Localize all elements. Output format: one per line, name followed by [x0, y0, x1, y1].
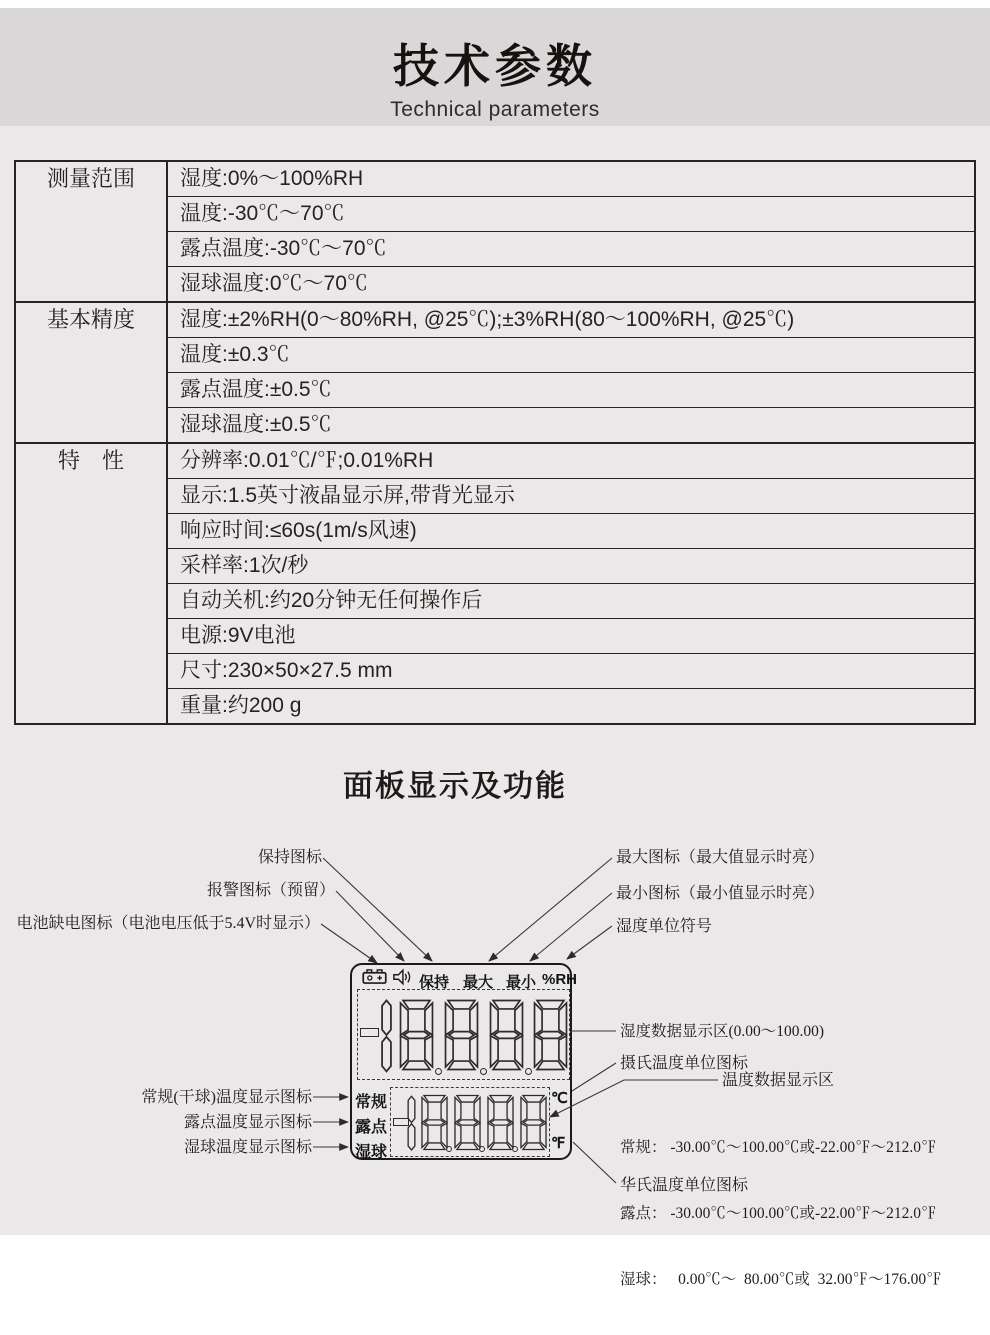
table-row	[15, 161, 975, 197]
spec-cell: 湿度:±2%RH(0～80%RH, @25℃);±3%RH(80～100%RH, @25℃)	[167, 302, 975, 338]
decimal-point	[446, 1146, 452, 1152]
callout-rh-unit: 湿度单位符号	[616, 918, 713, 935]
digit	[519, 1091, 548, 1154]
spec-cell: 湿球温度:0℃～70℃	[180, 272, 368, 295]
page-subtitle: Technical parameters	[390, 98, 600, 121]
table-row	[15, 443, 975, 479]
lcd-celsius-unit: ℃	[551, 1090, 568, 1107]
spec-cell: 温度:±0.3℃	[167, 338, 975, 373]
callout-alarm-icon: 报警图标（预留）	[206, 882, 335, 899]
table-row	[15, 302, 975, 338]
header-band	[0, 8, 990, 126]
lcd-hold-label: 保持	[419, 974, 450, 991]
callout-battery-icon: 电池缺电图标（电池电压低于5.4V时显示）	[16, 915, 320, 932]
page-title: 技术参数	[393, 40, 597, 92]
spec-cell: 自动关机:约20分钟无任何操作后	[167, 584, 975, 619]
top-white-strip	[0, 0, 990, 8]
temp-range-normal: 常规： -30.00℃～100.00℃或-22.00℉～212.0℉	[620, 1139, 937, 1156]
callout-hold-icon: 保持图标	[257, 849, 322, 866]
callout-wet-temp-icon: 湿球温度显示图标	[183, 1139, 312, 1156]
temp-range-list	[620, 1093, 942, 1335]
temp-range-wet: 湿球： 0.00℃～ 80.00℃或 32.00℉～176.00℉	[620, 1271, 942, 1288]
decimal-point	[479, 1146, 485, 1152]
lcd-fahrenheit-unit: ℉	[551, 1135, 566, 1152]
humidity-display-area	[357, 989, 570, 1080]
temp-range-dew: 露点： -30.00℃～100.00℃或-22.00℉～212.0℉	[620, 1205, 937, 1222]
spec-cell: 分辨率:0.01℃/℉;0.01%RH	[167, 443, 975, 479]
lcd-min-label: 最小	[506, 974, 537, 991]
callout-humidity-area: 湿度数据显示区(0.00～100.00)	[620, 1023, 825, 1040]
callout-max-icon: 最大图标（最大值显示时亮）	[616, 849, 825, 866]
decimal-point	[435, 1068, 442, 1075]
lcd-wet-label: 湿球	[355, 1144, 388, 1161]
lcd-normal-label: 常规	[355, 1094, 388, 1111]
section-label: 测量范围	[15, 161, 167, 302]
spec-cell: 响应时间:≤60s(1m/s风速)	[167, 514, 975, 549]
decimal-point	[525, 1068, 532, 1075]
digit	[486, 1091, 515, 1154]
callout-fahrenheit-unit: 华氏温度单位图标	[620, 1177, 749, 1194]
callout-min-icon: 最小图标（最小值显示时亮）	[616, 885, 825, 902]
lcd-panel	[350, 963, 578, 1161]
spec-cell: 湿球温度:±0.5℃	[180, 413, 332, 436]
spec-cell: 重量:约200 g	[180, 694, 302, 717]
digit-half	[379, 996, 394, 1074]
panel-section-title: 面板显示及功能	[343, 770, 567, 803]
callout-celsius-unit: 摄氏温度单位图标	[620, 1055, 749, 1072]
digit	[453, 1091, 482, 1154]
spec-cell: 露点温度:-30℃～70℃	[167, 232, 975, 267]
decimal-point	[480, 1068, 487, 1075]
spec-section-accuracy	[15, 302, 975, 443]
callout-normal-temp-icon: 常规(干球)温度显示图标	[141, 1089, 312, 1106]
spec-cell: 电源:9V电池	[167, 619, 975, 654]
section-label: 特 性	[15, 443, 167, 724]
battery-low-icon	[362, 969, 387, 984]
decimal-point	[512, 1146, 518, 1152]
spec-cell: 显示:1.5英寸液晶显示屏,带背光显示	[167, 479, 975, 514]
minus-sign-segment	[360, 1028, 379, 1037]
spec-table	[14, 160, 976, 725]
spec-section-features	[15, 443, 975, 724]
spec-cell: 湿度:0%～100%RH	[167, 161, 975, 197]
lcd-max-label: 最大	[463, 974, 494, 991]
spec-cell: 温度:-30℃～70℃	[167, 197, 975, 232]
lcd-rh-unit: %RH	[542, 971, 578, 988]
digit-half	[406, 1093, 417, 1152]
spec-cell: 尺寸:230×50×27.5 mm	[167, 654, 975, 689]
lcd-dew-label: 露点	[355, 1119, 388, 1136]
temperature-display-area	[390, 1087, 550, 1157]
digit	[398, 993, 435, 1077]
digit	[420, 1091, 449, 1154]
digit	[443, 993, 480, 1077]
spec-section-range	[15, 161, 975, 302]
speaker-icon	[393, 968, 411, 986]
callout-temp-area: 温度数据显示区	[722, 1072, 835, 1089]
spec-cell: 露点温度:±0.5℃	[167, 373, 975, 408]
digit	[488, 993, 525, 1077]
digit	[532, 993, 569, 1077]
callout-dew-temp-icon: 露点温度显示图标	[183, 1114, 312, 1131]
section-label: 基本精度	[15, 302, 167, 443]
spec-cell: 采样率:1次/秒	[167, 549, 975, 584]
